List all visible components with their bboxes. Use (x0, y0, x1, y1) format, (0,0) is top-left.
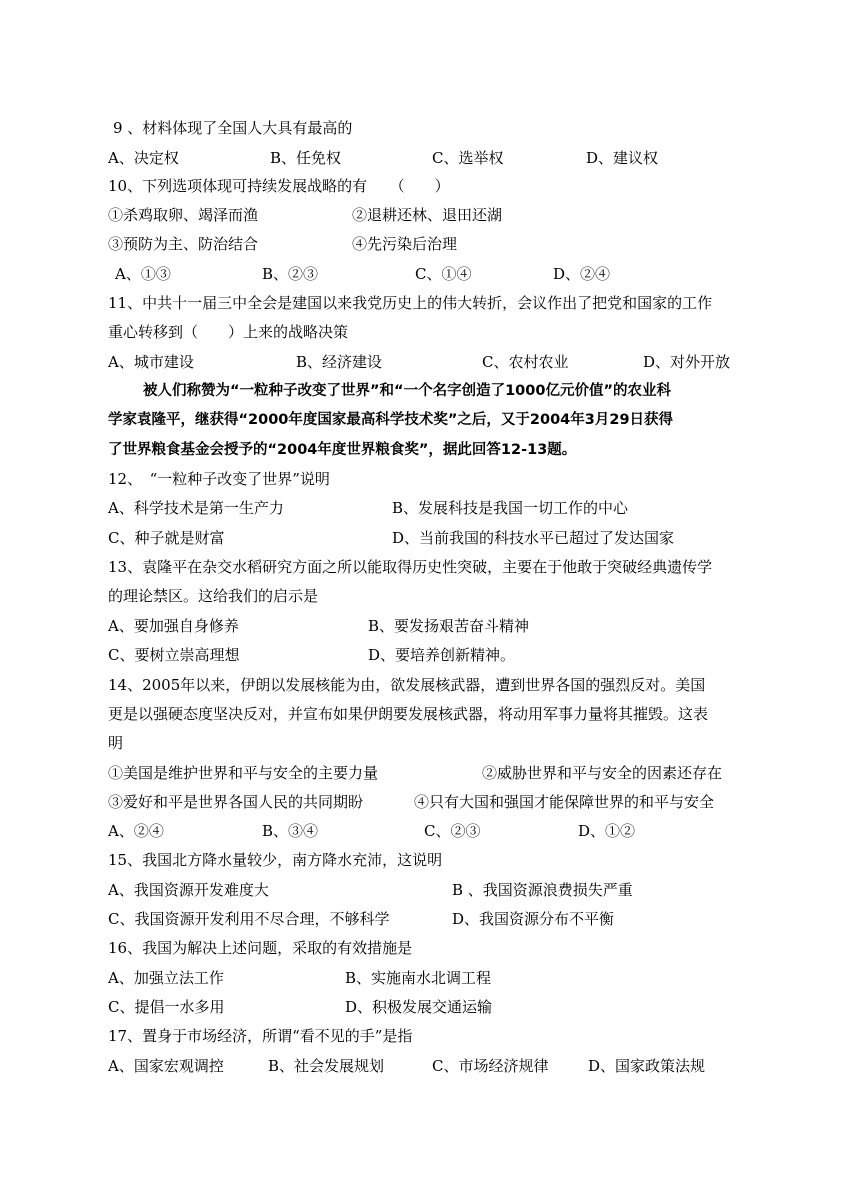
q14-stem-line2: 更是以强硬态度坚决反对，并宣布如果伊朗要发展核武器，将动用军事力量将其摧毁。这表 (108, 705, 709, 723)
q11-option-a: A、城市建设 (108, 353, 194, 371)
q14-option-c: C、②③ (424, 822, 481, 840)
q10-option-a: A、①③ (115, 265, 171, 283)
q10-stem: 10、下列选项体现可持续发展战略的有 （ ） (108, 177, 450, 195)
q14-item-2: ②威胁世界和平与安全的因素还存在 (482, 764, 723, 782)
q13-stem-line2: 的理论禁区。这给我们的启示是 (108, 587, 319, 605)
q11-stem-line2: 重心转移到（ ）上来的战略决策 (108, 323, 349, 341)
q15-stem: 15、我国北方降水量较少，南方降水充沛，这说明 (108, 851, 443, 869)
q15-option-d: D、我国资源分布不平衡 (452, 910, 615, 928)
q9-option-c: C、选举权 (432, 149, 504, 167)
q9-stem: 9 、材料体现了全国人大具有最高的 (113, 119, 353, 137)
q11-option-d: D、对外开放 (643, 353, 731, 371)
q14-stem-line3: 明 (108, 734, 124, 752)
q10-item-2: ②退耕还林、退田还湖 (352, 206, 503, 224)
q10-option-b: B、②③ (262, 265, 319, 283)
q17-option-b: B、社会发展规划 (268, 1057, 385, 1075)
material-line3: 了世界粮食基金会授予的“2004年度世界粮食奖”，据此回答12-13题。 (108, 442, 577, 458)
q11-stem-line1: 11、中共十一届三中全会是建国以来我党历史上的伟大转折，会议作出了把党和国家的工作 (108, 294, 713, 312)
q14-stem-line1: 14、2005年以来，伊朗以发展核能为由，欲发展核武器，遭到世界各国的强烈反对。美国 (108, 676, 706, 694)
q10-item-1: ①杀鸡取卵、竭泽而渔 (108, 206, 259, 224)
q14-option-d: D、①② (578, 822, 636, 840)
q10-option-c: C、①④ (415, 265, 472, 283)
q16-option-b: B、实施南水北调工程 (345, 969, 492, 987)
q14-option-b: B、③④ (262, 822, 319, 840)
q9-option-d: D、建议权 (586, 149, 659, 167)
q12-option-d: D、当前我国的科技水平已超过了发达国家 (392, 529, 675, 547)
q10-item-3: ③预防为主、防治结合 (108, 235, 259, 253)
q9-option-a: A、决定权 (108, 149, 179, 167)
q15-option-b: B 、我国资源浪费损失严重 (452, 881, 633, 899)
q17-option-c: C、市场经济规律 (432, 1057, 549, 1075)
q13-option-b: B、要发扬艰苦奋斗精神 (368, 617, 530, 635)
q12-stem: 12、 “一粒种子改变了世界”说明 (108, 470, 330, 488)
q16-option-d: D、积极发展交通运输 (345, 998, 493, 1016)
q14-item-3: ③爱好和平是世界各国人民的共同期盼 (108, 793, 364, 811)
q13-stem-line1: 13、袁隆平在杂交水稻研究方面之所以能取得历史性突破，主要在于他敢于突破经典遗传学 (108, 558, 713, 576)
q13-option-c: C、要树立崇高理想 (108, 646, 240, 664)
q13-option-a: A、要加强自身修养 (108, 617, 239, 635)
q14-item-1: ①美国是维护世界和平与安全的主要力量 (108, 764, 379, 782)
q9-option-b: B、任免权 (270, 149, 342, 167)
material-line1: 被人们称赞为“一粒种子改变了世界”和“一个名字创造了1000亿元价值”的农业科 (143, 383, 671, 399)
q14-item-4: ④只有大国和强国才能保障世界的和平与安全 (414, 793, 715, 811)
q17-option-d: D、国家政策法规 (588, 1057, 706, 1075)
q12-option-c: C、种子就是财富 (108, 529, 225, 547)
q13-option-d: D、要培养创新精神。 (368, 646, 516, 664)
q12-option-a: A、科学技术是第一生产力 (108, 499, 284, 517)
q11-option-c: C、农村农业 (482, 353, 569, 371)
q17-option-a: A、国家宏观调控 (108, 1057, 224, 1075)
q15-option-a: A、我国资源开发难度大 (108, 881, 269, 899)
q10-item-4: ④先污染后治理 (352, 235, 458, 253)
q16-stem: 16、我国为解决上述问题，采取的有效措施是 (108, 939, 413, 957)
material-line2: 学家袁隆平，继获得“2000年度国家最高科学技术奖”之后，又于2004年3月29日获得 (108, 412, 674, 428)
q11-option-b: B、经济建设 (296, 353, 383, 371)
q16-option-a: A、加强立法工作 (108, 969, 224, 987)
q17-stem: 17、置身于市场经济，所谓“看不见的手”是指 (108, 1027, 413, 1045)
q14-option-a: A、②④ (108, 822, 164, 840)
q16-option-c: C、提倡一水多用 (108, 998, 225, 1016)
q12-option-b: B、发展科技是我国一切工作的中心 (392, 499, 629, 517)
q15-option-c: C、我国资源开发利用不尽合理，不够科学 (108, 910, 390, 928)
q10-option-d: D、②④ (553, 265, 611, 283)
